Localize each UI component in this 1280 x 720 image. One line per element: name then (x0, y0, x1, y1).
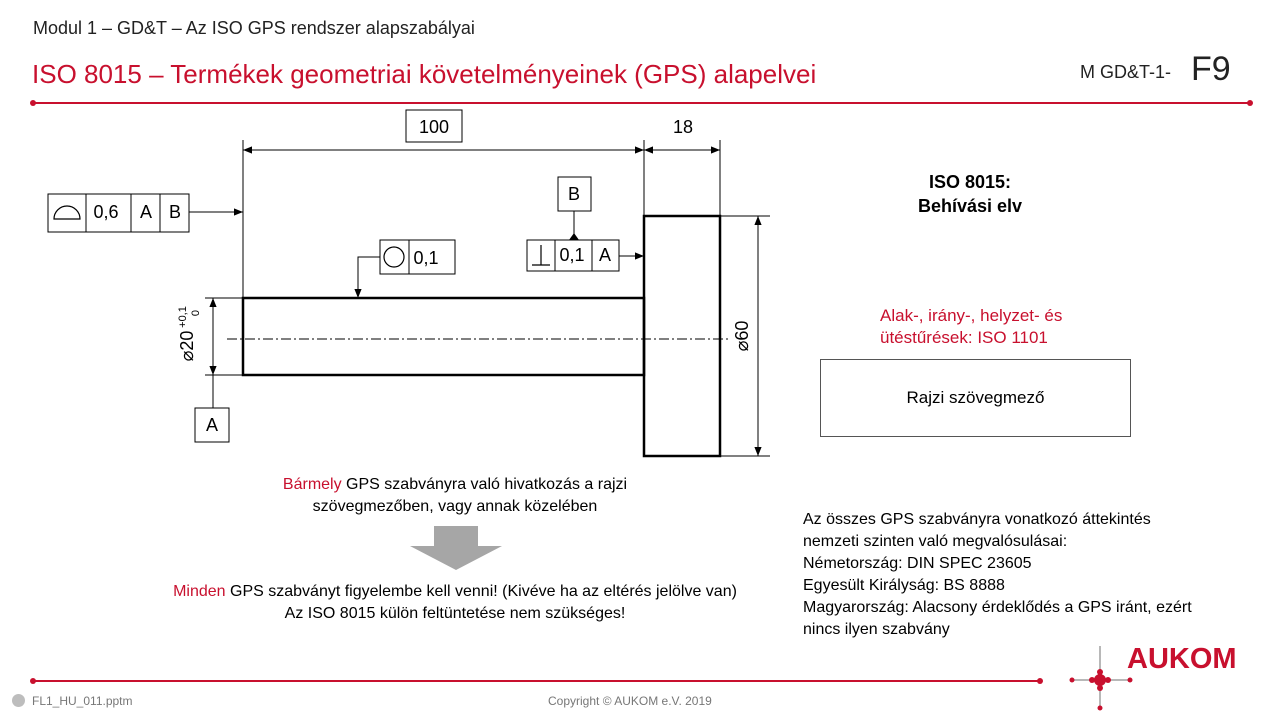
footer-filename: FL1_HU_011.pptm (32, 694, 133, 708)
fcf-profile-ref2: B (168, 202, 182, 222)
reference-note-rest: GPS szabványra való hivatkozás a rajzi (341, 476, 628, 493)
slide-code-prefix: M GD&T-1- (1080, 62, 1172, 82)
overview-line6: nincs ilyen szabvány (803, 621, 950, 638)
iso1101-note-line2: ütéstűrések: ISO 1101 (880, 328, 1048, 347)
header-rule-dot-right (1247, 100, 1253, 106)
principle-title-line1: ISO 8015: (928, 172, 1012, 192)
footer-copyright: Copyright © AUKOM e.V. 2019 (548, 694, 712, 708)
fcf-roundness-value: 0,1 (413, 248, 439, 268)
dim-dia60-text: ⌀60 (732, 320, 752, 352)
principle-title-line2: Behívási elv (917, 196, 1023, 216)
overview-line3: Németország: DIN SPEC 23605 (803, 555, 1032, 572)
overview-line5: Magyarország: Alacsony érdeklődés a GPS iránt, ezért (803, 599, 1192, 616)
footer-rule-dot-left (30, 678, 36, 684)
shaft-outline (243, 298, 644, 375)
aukom-logo-text: AUKOM (1127, 643, 1237, 675)
datum-b-triangle (569, 233, 579, 240)
title-block (820, 359, 1131, 437)
tol-lower-text: 0 (190, 309, 202, 317)
dim-18-text: 18 (672, 117, 694, 137)
fcf-roundness-leader (358, 257, 380, 298)
flange-outline (644, 216, 720, 456)
iso1101-note-line1: Alak-, irány-, helyzet- és (880, 306, 1063, 325)
consider-note-rest: GPS szabványt figyelembe kell venni! (Kivéve ha az eltérés jelölve van) (225, 583, 737, 600)
consider-note-line1 (110, 581, 800, 603)
reference-note-red: Bármely (282, 476, 342, 493)
file-bullet-icon (12, 694, 25, 707)
overview-block (803, 509, 1273, 641)
module-label: Modul 1 – GD&T – Az ISO GPS rendszer alapszabályai (33, 18, 475, 38)
down-arrow-icon (410, 526, 502, 570)
reference-note-line1 (200, 474, 710, 496)
overview-line1: Az összes GPS szabványra vonatkozó áttekintés (803, 511, 1151, 528)
overview-line4: Egyesült Királyság: BS 8888 (803, 577, 1005, 594)
reference-note-line2: szövegmezőben, vagy annak közelében (312, 498, 598, 515)
footer-rule (33, 680, 1040, 682)
consider-note-red: Minden (173, 583, 226, 600)
fcf-perp-value: 0,1 (559, 245, 585, 265)
dim-dia20-text: ⌀20 (177, 330, 197, 362)
datum-a-text: A (205, 415, 219, 435)
fcf-profile-ref1: A (139, 202, 153, 222)
dim-100-text: 100 (418, 117, 450, 137)
tol-upper-text: +0,1 (177, 306, 189, 328)
aukom-logo-mark-icon (1066, 644, 1136, 712)
page-title: ISO 8015 – Termékek geometriai követelményeinek (GPS) alapelvei (32, 59, 817, 89)
slide-code-page: F9 (1191, 50, 1231, 88)
datum-b-text: B (567, 184, 581, 204)
footer-rule-dot-right (1037, 678, 1043, 684)
fcf-perp-ref1: A (598, 245, 612, 265)
technical-drawing (0, 0, 800, 480)
title-block-label: Rajzi szövegmező (906, 388, 1045, 407)
consider-note-line2: Az ISO 8015 külön feltüntetése nem szükséges! (284, 605, 626, 622)
overview-line2: nemzeti szinten való megvalósulásai: (803, 533, 1068, 550)
fcf-profile-value: 0,6 (93, 202, 119, 222)
